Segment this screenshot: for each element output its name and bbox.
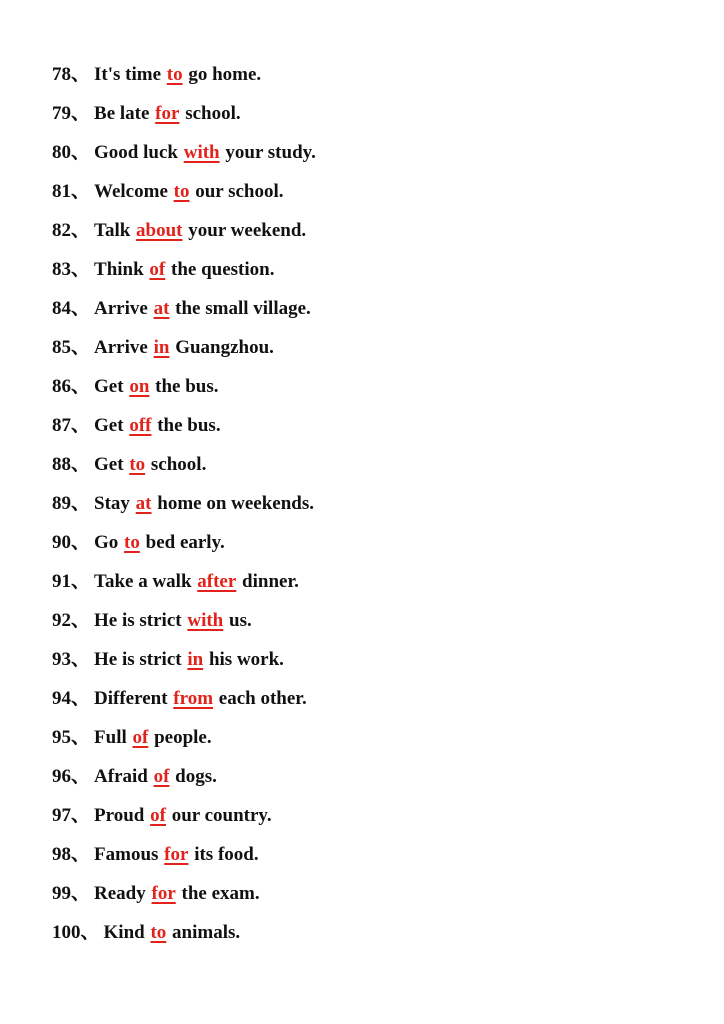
answer-blank: for [151,883,176,904]
item-separator: 、 [71,766,91,787]
phrase-after: animals. [167,922,241,943]
exercise-item [52,683,692,722]
item-separator: 、 [71,259,91,280]
item-number: 98 [52,844,71,865]
phrase-before: Good luck [94,142,183,163]
exercise-item [52,371,692,410]
phrase-before: Go [94,532,124,553]
phrase-after: the exam. [176,883,260,904]
phrase-after: dogs. [170,766,217,787]
exercise-item [52,644,692,683]
phrase-after: his work. [204,649,284,670]
item-number: 91 [52,571,71,592]
answer-blank: for [155,103,180,124]
phrase-before: It's time [94,64,166,85]
item-separator: 、 [71,688,91,709]
phrase-after: your study. [220,142,316,163]
phrase-before: He is strict [94,610,187,631]
phrase-after: its food. [189,844,259,865]
phrase-before: Get [94,454,129,475]
exercise-item [52,137,692,176]
exercise-item [52,254,692,293]
exercise-item [52,839,692,878]
item-number: 79 [52,103,71,124]
phrase-after: the bus. [150,376,219,397]
answer-blank: with [187,610,224,631]
phrase-after: your weekend. [183,220,307,241]
answer-blank: about [136,220,183,241]
item-separator: 、 [71,181,91,202]
item-number: 92 [52,610,71,631]
phrase-before: Famous [94,844,164,865]
answer-blank: to [150,922,167,943]
item-separator: 、 [71,610,91,631]
item-number: 83 [52,259,71,280]
item-number: 85 [52,337,71,358]
answer-blank: at [153,298,170,319]
exercise-list [52,59,692,956]
item-separator: 、 [71,805,91,826]
item-number: 90 [52,532,71,553]
item-separator: 、 [71,103,91,124]
exercise-item [52,800,692,839]
phrase-before: Different [94,688,173,709]
exercise-item [52,722,692,761]
item-separator: 、 [71,454,91,475]
phrase-after: each other. [214,688,307,709]
exercise-item [52,761,692,800]
answer-blank: of [132,727,149,748]
item-separator: 、 [71,298,91,319]
item-separator: 、 [71,727,91,748]
item-separator: 、 [71,376,91,397]
answer-blank: of [150,805,166,826]
exercise-item [52,449,692,488]
phrase-before: Ready [94,883,151,904]
phrase-before: He is strict [94,649,187,670]
answer-blank: after [197,571,237,592]
item-separator: 、 [71,844,91,865]
phrase-after: dinner. [237,571,299,592]
answer-blank: of [153,766,170,787]
phrase-after: home on weekends. [152,493,315,514]
answer-blank: to [129,454,146,475]
item-separator: 、 [71,883,91,904]
exercise-item [52,293,692,332]
exercise-item [52,215,692,254]
item-number: 87 [52,415,71,436]
item-separator: 、 [71,337,91,358]
phrase-after: school. [146,454,207,475]
exercise-item [52,59,692,98]
item-number: 99 [52,883,71,904]
phrase-before: Welcome [94,181,173,202]
answer-blank: with [183,142,220,163]
phrase-before: Get [94,415,129,436]
phrase-after: us. [224,610,252,631]
exercise-item [52,878,692,917]
answer-blank: in [187,649,204,670]
phrase-before: Be late [94,103,155,124]
answer-blank: for [164,844,189,865]
item-number: 88 [52,454,71,475]
item-separator: 、 [71,64,91,85]
item-number: 93 [52,649,71,670]
item-number: 89 [52,493,71,514]
phrase-before: Full [94,727,132,748]
item-number: 94 [52,688,71,709]
phrase-after: our country. [166,805,272,826]
exercise-item [52,176,692,215]
item-number: 80 [52,142,71,163]
item-number: 96 [52,766,71,787]
phrase-before: Proud [94,805,150,826]
answer-blank: in [153,337,170,358]
item-number: 81 [52,181,71,202]
phrase-after: the bus. [152,415,221,436]
exercise-item [52,527,692,566]
answer-blank: to [124,532,140,553]
phrase-after: people. [149,727,212,748]
phrase-before: Talk [94,220,136,241]
item-separator: 、 [71,493,91,514]
exercise-item [52,566,692,605]
phrase-after: the small village. [170,298,311,319]
item-separator: 、 [71,142,91,163]
phrase-after: our school. [190,181,284,202]
phrase-before: Kind [103,922,150,943]
phrase-after: the question. [166,259,275,280]
phrase-after: bed early. [140,532,225,553]
item-number: 82 [52,220,71,241]
answer-blank: from [173,688,214,709]
phrase-before: Arrive [94,298,153,319]
exercise-item [52,605,692,644]
answer-blank: of [149,259,166,280]
phrase-before: Get [94,376,129,397]
phrase-before: Stay [94,493,135,514]
answer-blank: off [129,415,152,436]
item-separator: 、 [80,922,100,943]
exercise-item [52,98,692,137]
phrase-before: Afraid [94,766,153,787]
item-separator: 、 [71,571,91,592]
answer-blank: on [129,376,150,397]
item-separator: 、 [71,532,91,553]
item-number: 95 [52,727,71,748]
phrase-before: Take a walk [94,571,197,592]
item-number: 97 [52,805,71,826]
phrase-after: school. [180,103,241,124]
item-number: 78 [52,64,71,85]
item-separator: 、 [71,649,91,670]
item-number: 86 [52,376,71,397]
item-separator: 、 [71,415,91,436]
exercise-item [52,917,692,956]
phrase-after: Guangzhou. [170,337,274,358]
exercise-item [52,488,692,527]
answer-blank: to [166,64,183,85]
item-number: 84 [52,298,71,319]
exercise-item [52,332,692,371]
answer-blank: at [135,493,152,514]
exercise-item [52,410,692,449]
answer-blank: to [173,181,190,202]
item-separator: 、 [71,220,91,241]
phrase-after: go home. [183,64,262,85]
item-number: 100 [52,922,81,943]
phrase-before: Arrive [94,337,153,358]
phrase-before: Think [94,259,149,280]
